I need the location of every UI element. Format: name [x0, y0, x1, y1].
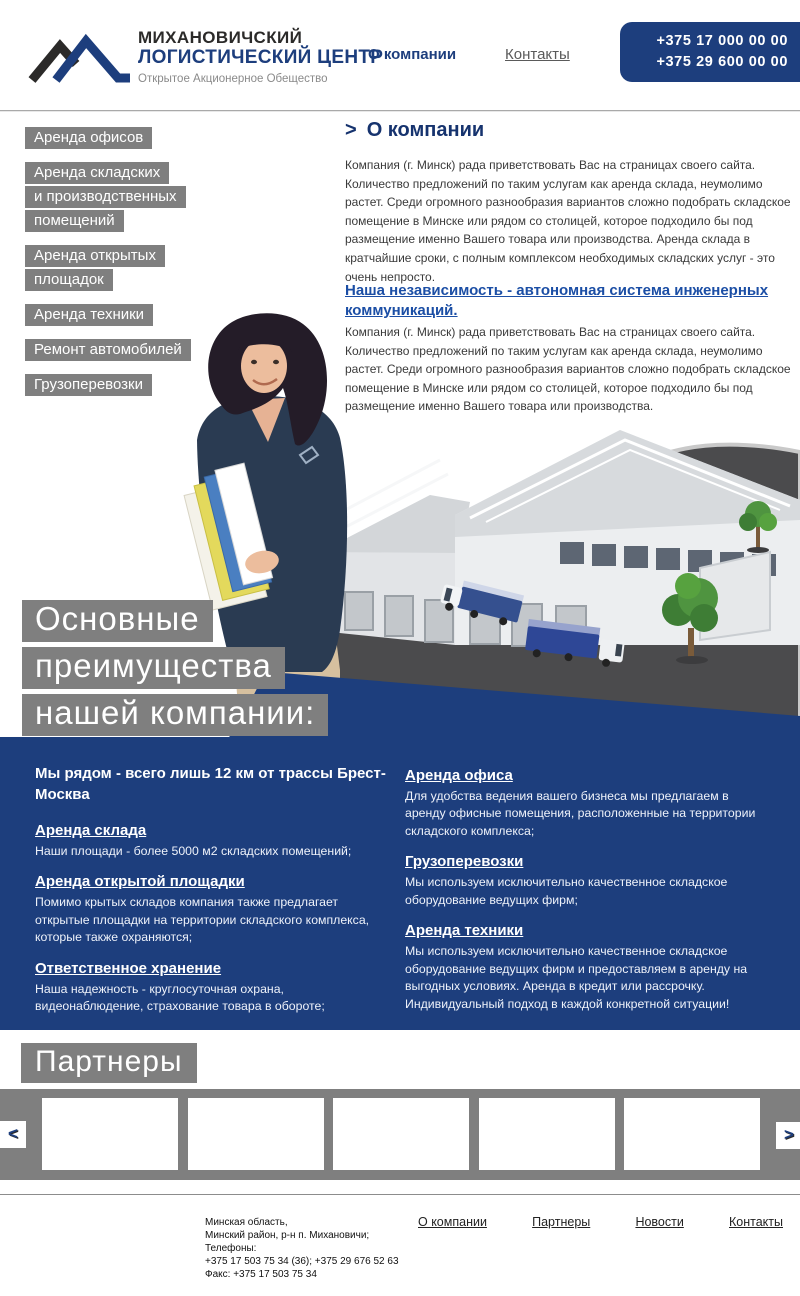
phone-number-2: +375 29 600 00 00 [656, 54, 788, 70]
sidebar-item-warehouse-rent-line1[interactable]: Аренда складских [25, 162, 169, 184]
sidebar-item-warehouse-rent-line3[interactable]: помещений [25, 210, 124, 232]
partners-title: Партнеры [21, 1043, 197, 1083]
advantage-cargo-text: Мы используем исключительно качественное складское оборудование ведущих фирм; [405, 875, 728, 907]
chevron-right-icon[interactable]: > [776, 1122, 800, 1149]
partner-logo-placeholder[interactable] [188, 1098, 324, 1170]
footer-address-line2: Минский район, р-н п. Михановичи; [205, 1230, 370, 1241]
advantage-equipment-rent-text: Мы используем исключительно качественное складское оборудование ведущих фирм и предоставляем в аренду на выгодных условиях. Аренда в кредит или рассрочку. Индивидуальный подход в каждой конкретной ситуации! [405, 944, 748, 1011]
footer-address-line4: +375 17 503 75 34 (36); +375 29 676 52 63 [205, 1256, 399, 1267]
footer-link-partners[interactable]: Партнеры [532, 1215, 591, 1229]
brand-name-line2: ЛОГИСТИЧЕСКИЙ ЦЕНТР [138, 46, 384, 68]
advantage-equipment-rent [405, 922, 767, 1013]
hero-caption-line2: преимущества [22, 647, 285, 689]
partner-logo-placeholder[interactable] [624, 1098, 760, 1170]
hero-caption-line3: нашей компании: [22, 694, 328, 736]
sidebar-item-equipment-rent-line[interactable]: Аренда техники [25, 304, 153, 326]
nav-item-contacts[interactable]: Контакты [505, 46, 570, 63]
footer-link-about[interactable]: О компании [418, 1215, 487, 1229]
heading-arrow-icon: > [345, 119, 357, 141]
phone-box [620, 22, 800, 82]
advantage-office-rent [405, 767, 767, 840]
footer-address-line3: Телефоны: [205, 1243, 257, 1254]
advantage-storage [35, 960, 387, 1016]
brand-name-line1: МИХАНОВИЧСКИЙ [138, 28, 303, 47]
advantage-cargo [405, 853, 767, 909]
phone-number-1: +375 17 000 00 00 [656, 33, 788, 49]
hero-caption-line1: Основные [22, 600, 213, 642]
nav-item-about[interactable]: О компании [368, 46, 457, 63]
sidebar-item-office-rent [25, 127, 335, 149]
advantage-equipment-rent-link[interactable]: Аренда техники [405, 922, 524, 940]
sidebar-item-open-area-rent-line2[interactable]: площадок [25, 269, 113, 291]
hero-caption [22, 600, 328, 741]
footer-address-line5: Факс: +375 17 503 75 34 [205, 1269, 317, 1280]
chevron-left-icon[interactable]: < [0, 1121, 26, 1148]
header [0, 0, 800, 110]
advantage-office-rent-text: Для удобства ведения вашего бизнеса мы предлагаем в аренду офисные помещения, расположенные на территории складского комплекса; [405, 789, 756, 838]
brand-subtitle: Открытое Акционерное Обещество [138, 72, 328, 85]
advantage-warehouse-rent [35, 822, 387, 860]
footer-address [205, 1216, 399, 1281]
brand-block [138, 29, 383, 85]
advantage-cargo-link[interactable]: Грузоперевозки [405, 853, 524, 871]
advantage-warehouse-rent-text: Наши площади - более 5000 м2 складских помещений; [35, 844, 352, 858]
footer-link-news[interactable]: Новости [635, 1215, 684, 1229]
sidebar-item-equipment-rent [25, 304, 335, 326]
about-paragraph-2: Компания (г. Минск) рада приветствовать Вас на страницах своего сайта. Количество предложений по таким услугам как аренда склада, неумолимо растет. Среди огромного разнообразия вариантов сложно подобрать складское помещение в Минске или рядом со столицей, которое подходило бы под размещение именно Вашего товара или производства. [345, 325, 791, 414]
partners-carousel [0, 1089, 800, 1180]
sidebar-item-warehouse-rent [25, 162, 335, 232]
sidebar-item-warehouse-rent-line2[interactable]: и производственных [25, 186, 186, 208]
advantage-open-area-rent-link[interactable]: Аренда открытой площадки [35, 873, 245, 891]
partner-logo-placeholder[interactable] [42, 1098, 178, 1170]
about-paragraph-1: Компания (г. Минск) рада приветствовать Вас на страницах своего сайта. Количество предложений по таким услугам как аренда склада, неумолимо растет. Среди огромного разнообразия вариантов сложно подобрать складское помещение в Минске или рядом со столицей, которое подходило бы под размещение именно Вашего товара или производства. Аренда склада в кратчайшие сроки, с полным комплексом необходимых складских услуг - это очень непросто. [345, 158, 791, 284]
footer-address-line1: Минская область, [205, 1217, 288, 1228]
logo-mountains-icon [26, 26, 134, 86]
footer-link-contacts[interactable]: Контакты [729, 1215, 783, 1229]
advantage-open-area-rent [35, 873, 387, 946]
header-divider [0, 110, 800, 112]
advantage-open-area-rent-text: Помимо крытых складов компания также предлагает открытые площадки на территории складского комплекса, которые также охраняются; [35, 895, 370, 945]
page-title [345, 119, 484, 142]
advantage-storage-link[interactable]: Ответственное хранение [35, 959, 222, 977]
sidebar-item-cargo [25, 374, 335, 396]
sidebar-item-car-repair-line[interactable]: Ремонт автомобилей [25, 339, 191, 361]
page-title-text: О компании [366, 119, 485, 141]
partner-logo-placeholder[interactable] [479, 1098, 615, 1170]
sidebar-item-car-repair [25, 339, 335, 361]
sidebar-item-office-rent-line[interactable]: Аренда офисов [25, 127, 152, 149]
advantages-section [0, 737, 800, 1030]
advantage-warehouse-rent-link[interactable]: Аренда склада [35, 822, 147, 839]
advantages-left-column [35, 763, 387, 1029]
footer-divider [0, 1194, 800, 1195]
partner-logo-placeholder[interactable] [333, 1098, 469, 1170]
sidebar-menu [25, 127, 335, 409]
sidebar-item-open-area-rent-line1[interactable]: Аренда открытых [25, 245, 165, 267]
sidebar-item-open-area-rent [25, 245, 335, 291]
advantages-right-column [405, 767, 767, 1026]
advantages-headline: Мы рядом - всего лишь 12 км от трассы Брест-Москва [35, 765, 386, 803]
about-subheading: Наша независимость - автономная система инженерных коммуникаций. [345, 282, 769, 320]
sidebar-item-cargo-line[interactable]: Грузоперевозки [25, 374, 152, 396]
advantage-office-rent-link[interactable]: Аренда офиса [405, 767, 513, 784]
footer-links [418, 1215, 783, 1229]
advantage-storage-text: Наша надежность - круглосуточная охрана, видеонаблюдение, страхование товара в обороте; [35, 981, 325, 1014]
